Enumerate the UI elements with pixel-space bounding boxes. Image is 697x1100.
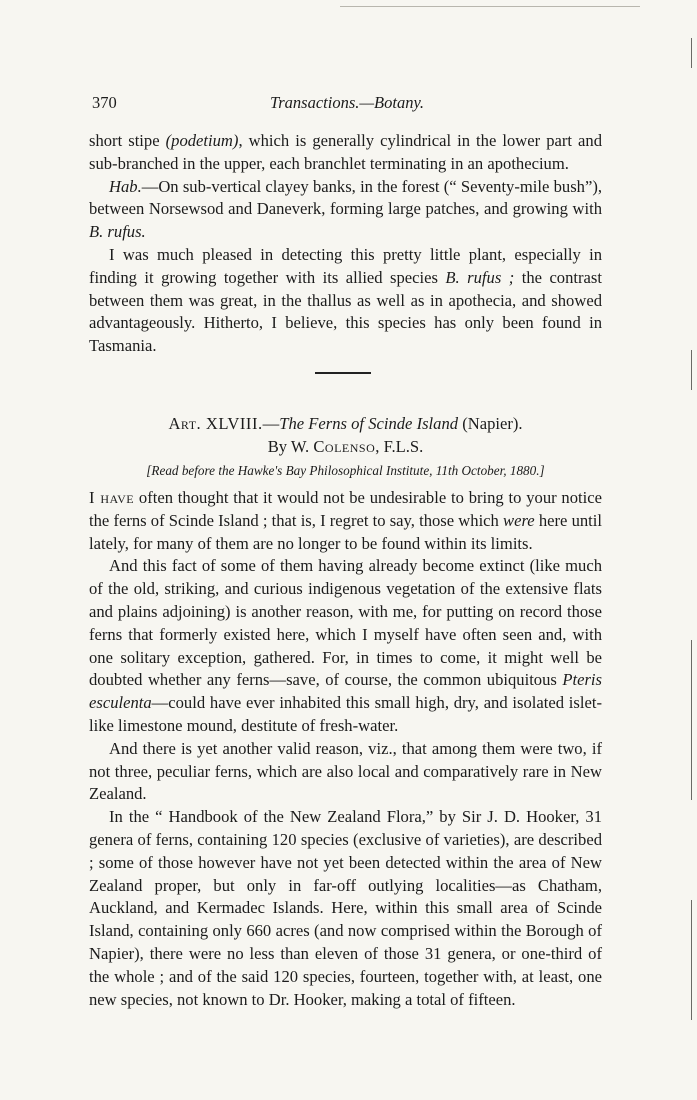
page-number: 370	[92, 93, 117, 112]
text-run: Hab.	[109, 176, 142, 196]
running-head: Transactions.—Botany.	[269, 93, 425, 112]
paragraph	[89, 487, 602, 555]
article-author	[89, 437, 602, 457]
page-edge-mark	[691, 640, 692, 800]
text-run: And there is yet another valid reason, viz., that among them were two, if not three, peculiar ferns, which are also local and comparatively rare in New Zealand.	[89, 738, 602, 804]
text-run: In the “ Handbook of the New Zealand Flora,” by Sir J. D. Hooker, 31 genera of ferns, containing 120 species (exclusive of varieties), are described ; some of those however have not yet been detected within the area of New Zealand proper, but only in far-off outlying localities—as Chatham, Auckland, and Kermadec Islands. Here, within this small area of Scinde Island, containing only 660 acres (and now comprised within the Borough of Napier), there were no less than eleven of those 31 genera, or one-third of the whole ; and of the said 120 species, fourteen, together with, at least, one new species, not known to Dr. Hooker, making a total of fifteen.	[89, 807, 602, 1009]
text-run: —On sub-vertical clayey banks, in the forest (“ Seventy-mile bush”), between Norsewsod and Daneverk, forming large patches, and growing with	[89, 176, 602, 219]
article-body	[89, 487, 602, 1011]
text-run: I was much pleased in detecting this pretty little plant, especially in finding it growing together with its allied species	[89, 244, 602, 287]
text-run: B. rufus ;	[445, 267, 515, 287]
text-run: here until lately, for many of them are no longer to be found within its limits.	[89, 510, 602, 553]
paragraph	[89, 244, 602, 358]
text-run: Pteris esculenta	[89, 670, 602, 713]
text-run: I have	[89, 488, 135, 507]
text-run: short stipe	[89, 131, 166, 150]
page-edge-mark	[691, 38, 692, 68]
page-edge-mark	[691, 350, 692, 390]
text-run: —could have ever inhabited this small high, dry, and isolated islet-like limestone mound, destitute of fresh-water.	[89, 693, 602, 735]
paragraph	[89, 130, 602, 176]
continuation-text	[89, 130, 602, 358]
text-run: the contrast between them was great, in the thallus as well as in apothecia, and showed advantageously. Hitherto, I believe, this species has only been found in Tasmania.	[89, 267, 602, 356]
paragraph	[89, 738, 602, 806]
page-header	[92, 93, 602, 117]
scan-edge-line	[340, 6, 640, 7]
paragraph	[89, 806, 602, 1011]
text-run: And this fact of some of them having already become extinct (like much of the old, striking, and curious indigenous vegetation of the extensive flats and plains adjoining) is another reason, with me, for putting on record those ferns that formerly existed here, which I myself have often seen and, with one solitary exception, gathered. For, in times to come, it might well be doubted whether any ferns—save, of course, the common ubiquitous	[89, 556, 602, 690]
text-run: often thought that it would not be undesirable to bring to your notice the ferns of Scinde Island ; that is, I regret to say, those which	[89, 488, 602, 530]
text-run: Colenso	[313, 437, 376, 456]
text-run: , which is generally cylindrical in the lower part and sub-branched in the upper, each branchlet terminating in an apothecium.	[89, 131, 602, 173]
read-note: [Read before the Hawke's Bay Philosophical Institute, 11th October, 1880.]	[146, 463, 545, 478]
text-run: Art. XLVIII.	[168, 414, 263, 433]
paragraph	[89, 555, 602, 737]
text-run: By W.	[267, 437, 314, 456]
text-run: —	[262, 414, 280, 433]
text-run: , F.L.S.	[375, 437, 424, 456]
text-run: The Ferns of Scinde Island	[279, 414, 459, 433]
section-divider	[315, 372, 371, 374]
text-run: were	[503, 510, 535, 530]
article-title	[89, 414, 602, 434]
paragraph	[89, 176, 602, 244]
page-edge-mark	[691, 900, 692, 1020]
text-run: (podetium)	[165, 131, 239, 150]
text-run: (Napier).	[458, 414, 523, 433]
text-run: B. rufus.	[89, 222, 146, 242]
